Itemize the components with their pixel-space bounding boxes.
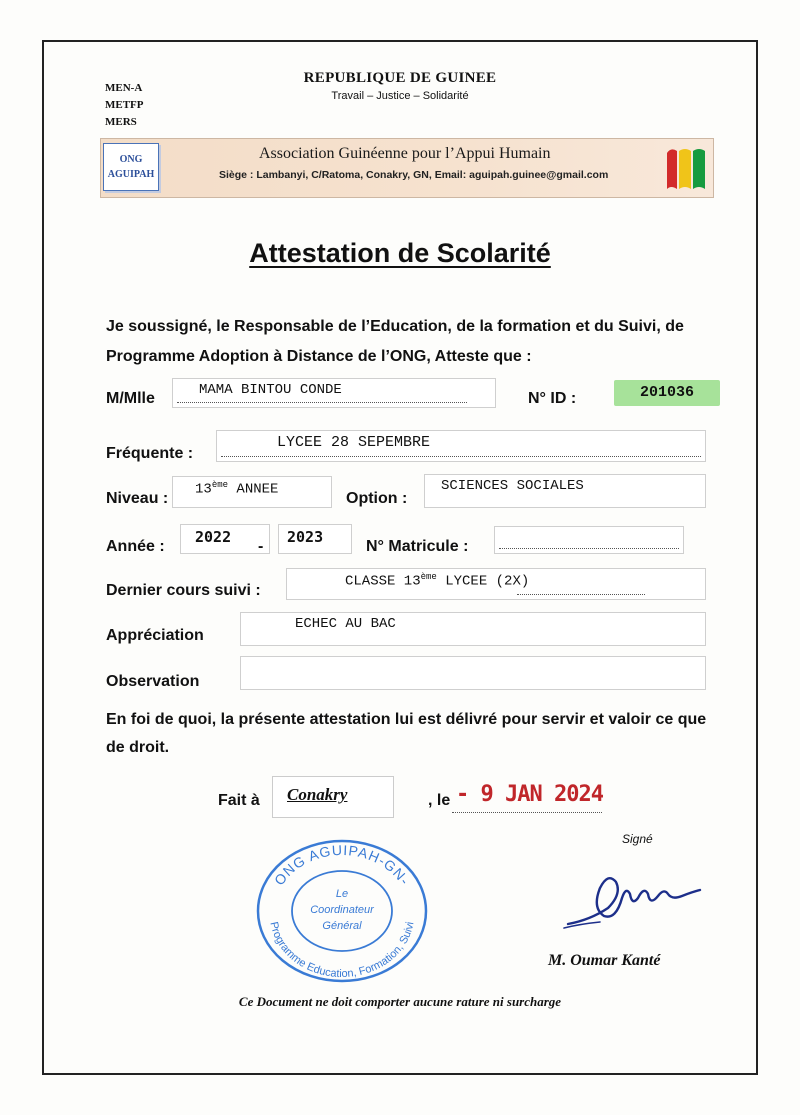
signatory-name: M. Oumar Kanté [548, 952, 661, 969]
fait-label: Fait à [218, 792, 260, 809]
footer-note: Ce Document ne doit comporter aucune rature ni surcharge [238, 994, 562, 1009]
date-label: , le [428, 792, 451, 809]
date-stamp: - 9 JAN 2024 [456, 782, 603, 807]
last-course-pre: CLASSE 13 [345, 573, 421, 590]
official-stamp [252, 835, 432, 985]
stamp-ring-bottom: Programme Education, Formation, Suivi [267, 920, 417, 981]
id-value: 201036 [614, 380, 720, 406]
intro-paragraph: Je soussigné, le Responsable de l’Education, de la formation et du Suivi, de Programme Adoption à Distance de l’ONG, Atteste que : [106, 318, 684, 365]
republic-motto: Travail – Justice – Solidarité [331, 90, 469, 102]
last-course-label: Dernier cours suivi : [106, 582, 261, 599]
place-field [272, 776, 394, 818]
school-dots [221, 456, 701, 457]
guinea-flag-icon [663, 143, 709, 193]
stamp-center-1: Le [335, 888, 349, 900]
year-start-field [180, 524, 270, 554]
ministry-1: MEN-A [105, 82, 143, 94]
last-course-dots [517, 594, 645, 595]
school-label: Fréquente : [106, 445, 194, 462]
matricule-label: N° Matricule : [366, 538, 469, 555]
level-value [195, 480, 278, 498]
level-rest: ANNEE [228, 481, 279, 498]
association-name: Association Guinéenne pour l’Appui Humain [259, 145, 551, 162]
level-superscript: ème [211, 480, 229, 490]
last-course-label-text: Dernier cours suivi [106, 582, 251, 599]
appreciation-label: Appréciation [106, 627, 204, 644]
matricule-dots [499, 548, 679, 549]
year-end-field [278, 524, 352, 554]
last-course-value [345, 572, 529, 590]
last-course-superscript: ème [420, 572, 437, 582]
last-course-field [286, 568, 706, 600]
matricule-label-text: N° Matricule [366, 538, 459, 555]
matricule-field [494, 526, 684, 554]
name-dots [177, 402, 467, 403]
option-value: SCIENCES SOCIALES [441, 478, 584, 494]
logo-line-1: ONG [119, 154, 143, 165]
handwritten-signature [560, 850, 710, 940]
level-field [172, 476, 332, 508]
stamp-ring-top: ONG AGUIPAH-GN- [270, 841, 414, 889]
level-number: 13 [195, 481, 212, 498]
association-banner [100, 138, 714, 198]
closing-paragraph: En foi de quoi, la présente attestation lui est délivré pour servir et valoir ce que de droit. [106, 711, 707, 756]
appreciation-field [240, 612, 706, 646]
level-label: Niveau : [106, 490, 169, 507]
school-field [216, 430, 706, 462]
year-label-text: Année [106, 538, 155, 555]
place-value: Conakry [287, 785, 348, 804]
option-label: Option : [346, 490, 408, 507]
year-separator: - [258, 538, 264, 555]
appreciation-value: ECHEC AU BAC [295, 616, 396, 632]
stamp-center-2: Coordinateur [310, 904, 374, 916]
school-label-text: Fréquente [106, 445, 184, 462]
logo-line-2: AGUIPAH [107, 169, 155, 180]
date-dots [452, 812, 602, 813]
association-address: Siège : Lambanyi, C/Ratoma, Conakry, GN, Email: aguipah.guinee@gmail.com [219, 169, 609, 181]
signed-label: Signé [622, 832, 653, 846]
name-field [172, 378, 496, 408]
last-course-post: LYCEE (2X) [436, 573, 530, 590]
stamp-center-3: Général [322, 920, 362, 932]
year-start-value: 2022 [195, 528, 232, 546]
school-value: LYCEE 28 SEPEMBRE [277, 434, 431, 451]
year-label: Année : [106, 538, 165, 555]
id-label: N° ID : [528, 390, 577, 407]
ministries-list [105, 80, 144, 131]
name-label: M/Mlle [106, 390, 155, 407]
name-value: MAMA BINTOU CONDE [199, 382, 342, 398]
observation-label: Observation [106, 673, 200, 690]
option-field [424, 474, 706, 508]
ministry-2: METFP [105, 99, 144, 111]
ong-logo [103, 143, 159, 191]
observation-field [240, 656, 706, 690]
level-label-text: Niveau [106, 490, 159, 507]
year-end-value: 2023 [287, 528, 324, 546]
republic-title: REPUBLIQUE DE GUINEE [303, 70, 497, 86]
ministry-3: MERS [105, 116, 137, 128]
document-title: Attestation de Scolarité [249, 238, 551, 268]
